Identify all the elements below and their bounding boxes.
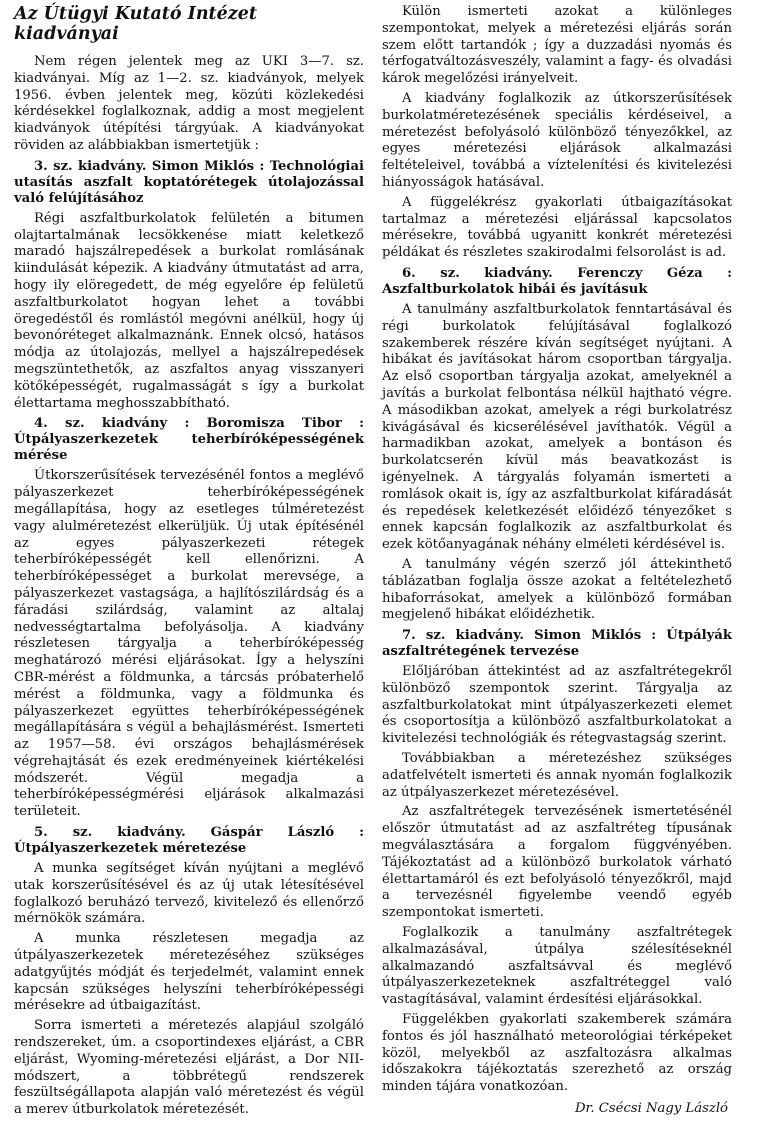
paragraph: Útkorszerűsítések tervezésénél fontos a meglévő pályaszerkezet teherbíróképességének megállapítása, hogy az esetleges túlméretezést vagy alulméretezést elkerüljük. Új utak építésénél az egyes pályaszerkezeti rétegek teherbíróképességét kell ellenőrizni. A teherbíróképességet a burkolat merevsége, a pályaszerkezet vastagsága, a hajlítószilárdság és a fáradási szilárdság, valamint az altalaj nedvességtartalma befolyásolja. A kiadvány részletesen tárgyalja a teherbíróképesség meghatározó mérési eljárásokat. Így a helyszíni CBR-mérést a földmunka, a tárcsás próbaterhelő mérést a földmunka, vagy a földmunka és pályaszerkezet együttes teherbíróképességének megállapítására s végül a behajlásmérést. Ismerteti az 1957—58. évi országos behajlásmérések végrehajtását és ezek eredményeinek kiértékelési módszerét. Végül megadja a teherbíróképességmérési eljárások alkalmazási területeit.	[14, 468, 364, 820]
section-heading: 7. sz. kiadvány. Simon Miklós : Útpályák aszfaltrétegének tervezése	[382, 628, 732, 660]
paragraph: Foglalkozik a tanulmány aszfaltrétegek alkalmazásával, útpálya szélesítéseknél alkalmazandó aszfaltsávval és meglévő útpályaszerkezeteknek aszfaltréteggel való vastagításával, valamint érdesítési eljárásokkal.	[382, 925, 732, 1008]
paragraph: A tanulmány végén szerző jól áttekinthető táblázatban foglalja össze azokat a feltételezhető hibaforrásokat, amelyek a különböző formában megjelenő hibákat előidézhetik.	[382, 556, 732, 623]
paragraph: A kiadvány foglalkozik az útkorszerűsítések burkolatméretezésének speciális kérdéseivel, a méretezést befolyásoló különböző tényezőkkel, az egyes méretezési eljárások alkalmazási feltételeivel, továbbá a víztelenítési és kivitelezési hiányosságok hatásával.	[382, 90, 732, 190]
paragraph: A függelékrész gyakorlati útbaigazításokat tartalmaz a méretezési eljárással kapcsolatos mérésekre, továbbá ugyanitt konkrét méretezési példákat és részletes szakirodalmi felsorolást is ad.	[382, 194, 732, 261]
paragraph: Az aszfaltrétegek tervezésének ismertetésénél először útmutatást ad az aszfaltréteg típusának megválasztására a forgalom függvényében. Tájékoztatást ad a különböző burkolatok várható élettartamáról és ezt befolyásoló tényezőkről, majd a tervezésnél figyelembe veendő egyéb szempontokat ismerteti.	[382, 804, 732, 921]
paragraph: A tanulmány aszfaltburkolatok fenntartásával és régi burkolatok felújításával foglalkozó szakemberek részére kíván segítséget nyújtani. A hibákat és javításokat három csoportban tárgyalja. Az első csoportban tárgyalja azokat, amelyeknél a javítás a burkolat felbontása nélkül hajtható végre. A másodikban azokat, amelyek a régi burkolatrész kivágásával és kicserélésével javíthatók. Végül a harmadikban azokat, amelyek a bontáson és burkolatcserén kívül más beavatkozást is igényelnek. A tárgyalás folyamán ismerteti a romlások okait is, így az aszfaltburkolat kifáradását és repedések keletkezését előidéző tényezőket s ennek kapcsán foglalkozik az aszfaltburkolat és ezek kötőanyagának néhány elméleti kérdésével is.	[382, 301, 732, 553]
section-heading: 4. sz. kiadvány : Boromisza Tibor : Útpályaszerkezetek teherbíróképességének mérése	[14, 416, 364, 464]
section-heading: 5. sz. kiadvány. Gáspár László : Útpályaszerkezetek méretezése	[14, 825, 364, 857]
paragraph: Külön ismerteti azokat a különleges szempontokat, melyek a méretezési eljárás során szem előtt tartandók ; így a duzzadási nyomás és térfogatváltozásveszély, valamint a fagy- és olvadási károk megelőzési irányelveit.	[382, 4, 732, 87]
left-column	[14, 4, 364, 1122]
article-title: Az Útügyi Kutató Intézet kiadványai	[14, 4, 257, 44]
paragraph: Sorra ismerteti a méretezés alapjául szolgáló rendszereket, úm. a csoportindexes eljárást, a CBR eljárást, Wyoming-méretezési eljárást, a Dor NII-módszert, a többrétegű rendszerek feszültségállapota alapján való méretezést és végül a merev útburkolatok méretezését.	[14, 1018, 364, 1118]
right-column	[382, 4, 732, 1122]
paragraph: Előljáróban áttekintést ad az aszfaltrétegekről különböző szempontok szerint. Tárgyalja az aszfaltburkolatokat mint útpályaszerkezeti elemet és csoportosítja a különböző aszfaltburkolatokat a kivitelezési technológiák és rétegvastagság szerint.	[382, 664, 732, 747]
paragraph: Függelékben gyakorlati szakemberek számára fontos és jól használható meteorológiai térképeket közöl, melyekből az aszfaltozásra alkalmas időszakokra tájékoztatás szerezhető az ország minden tájára vonatkozóan.	[382, 1012, 732, 1095]
paragraph: Régi aszfaltburkolatok felületén a bitumen olajtartalmának lecsökkenése miatt keletkező maradó hajszálrepedések a burkolat romlásának kiindulását képezik. A kiadvány útmutatást ad arra, hogy ily elöregedett, de még egyelőre ép felületű aszfaltburkolatot hogyan lehet a további öregedéstől és romlástól megóvni anélkül, hogy új bevonóréteget alkalmaznánk. Ennek olcsó, hatásos módja az útolajozás, mellyel a hajszálrepedések megszüntethetők, az aszfaltos anyag visszanyeri kötőképességét, rugalmasságát s így a burkolat élettartama meghosszabbítható.	[14, 210, 364, 411]
section-heading: 3. sz. kiadvány. Simon Miklós : Technológiai utasítás aszfalt koptatórétegek útolajozással való felújításához	[14, 158, 364, 206]
paragraph: A munka részletesen megadja az útpályaszerkezetek méretezéséhez szükséges adatgyűjtés módját és terjedelmét, valamint ennek kapcsán szükséges helyszíni teherbíróképességi mérésekre ad útbaigazítást.	[14, 931, 364, 1014]
paragraph: Továbbiakban a méretezéshez szükséges adatfelvételt ismerteti és annak nyomán foglalkozik az útpályaszerkezet méretezésével.	[382, 751, 732, 800]
author-signature: Dr. Csécsi Nagy László	[574, 1101, 728, 1117]
section-heading: 6. sz. kiadvány. Ferenczy Géza : Aszfaltburkolatok hibái és javításuk	[382, 265, 732, 297]
paragraph: A munka segítséget kíván nyújtani a meglévő utak korszerűsítésével és az új utak létesítésével foglalkozó beruházó tervező, kivitelező és ellenőrző mérnökök számára.	[14, 861, 364, 927]
paragraph: Nem régen jelentek meg az UKI 3—7. sz. kiadványai. Míg az 1—2. sz. kiadványok, melyek 1956. évben jelentek meg, közúti közlekedési kérdésekkel foglalkoznak, addig a most megjelent kiadványok útépítési tárgyúak. A kiadványokat röviden az alábbiakban ismertetjük :	[14, 54, 364, 153]
article-columns	[14, 4, 750, 1122]
